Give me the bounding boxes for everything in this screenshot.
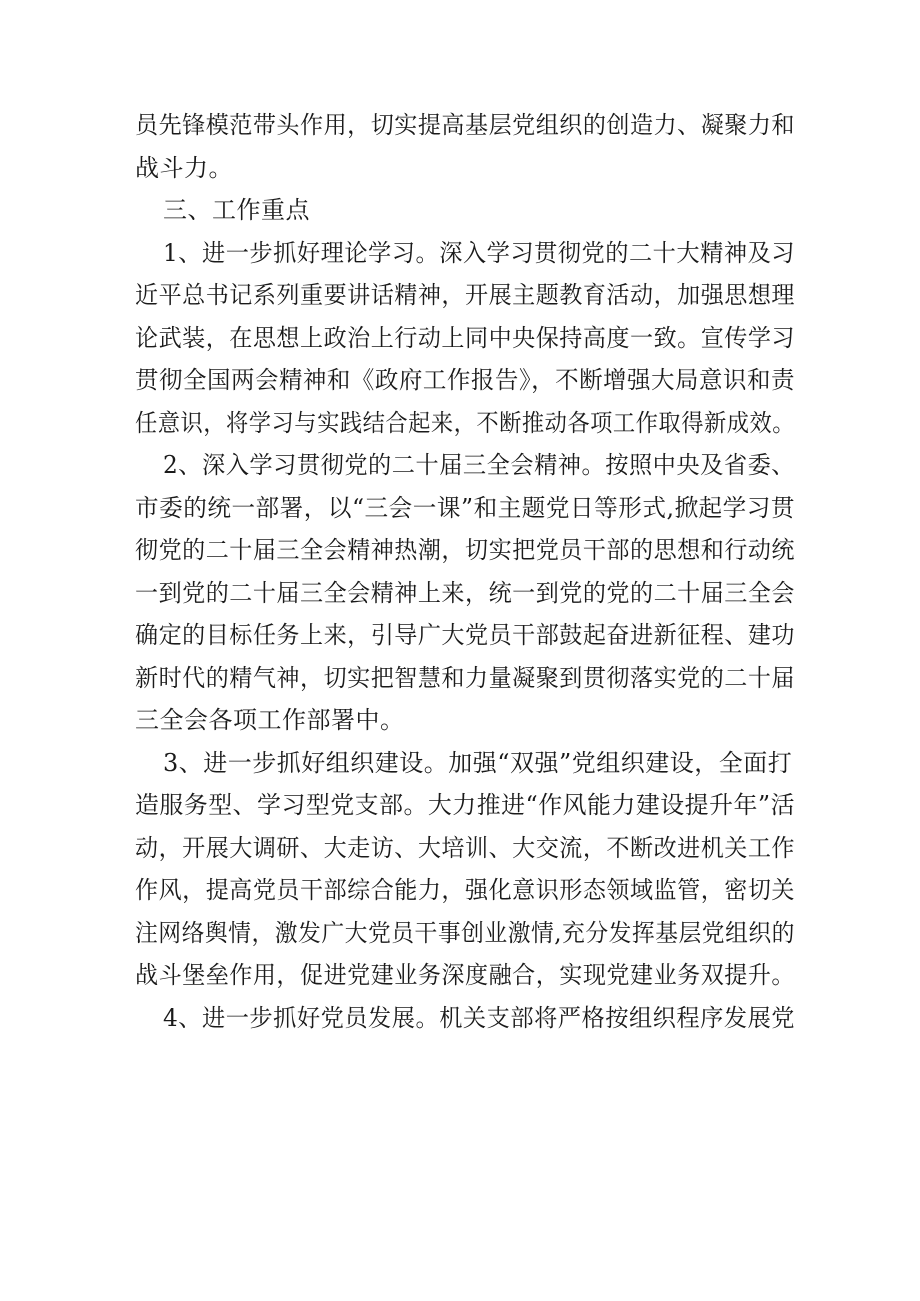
text-line: 新时代的精气神，切实把智慧和力量凝聚到贯彻落实党的二十届 (135, 663, 796, 692)
text-line: 员先锋模范带头作用，切实提高基层党组织的创造力、凝聚力和 (135, 111, 796, 139)
text-line: 造服务型、学习型党支部。大力推进“作风能力建设提升年”活 (135, 791, 796, 819)
text-line: 任意识，将学习与实践结合起来，不断推动各项工作取得新成效。 (135, 408, 795, 437)
section-heading: 三、工作重点 (163, 196, 310, 224)
text-line: 战斗堡垒作用，促进党建业务深度融合，实现党建业务双提升。 (135, 961, 796, 989)
text-line: 确定的目标任务上来，引导广大党员干部鼓起奋进新征程、建功 (135, 621, 796, 649)
text-line: 彻党的二十届三全会精神热潮，切实把党员干部的思想和行动统 (135, 536, 796, 564)
text-line: 战斗力。 (135, 153, 233, 182)
paragraph-start-line: 1、进一步抓好理论学习。深入学习贯彻党的二十大精神及习 (163, 238, 796, 267)
text-line: 市委的统一部署，以“三会一课”和主题党日等形式,掀起学习贯 (135, 493, 796, 522)
text-line: 动，开展大调研、大走访、大培训、大交流，不断改进机关工作 (135, 833, 796, 862)
text-line: 近平总书记系列重要讲话精神，开展主题教育活动，加强思想理 (135, 281, 796, 309)
text-line: 注网络舆情，激发广大党员干事创业激情,充分发挥基层党组织的 (135, 918, 795, 947)
text-line: 论武装，在思想上政治上行动上同中央保持高度一致。宣传学习 (135, 323, 796, 352)
text-line: 作风，提高党员干部综合能力，强化意识形态领域监管，密切关 (135, 876, 796, 904)
text-line: 一到党的二十届三全会精神上来，统一到党的党的二十届三全会 (135, 578, 796, 607)
paragraph-start-line: 2、深入学习贯彻党的二十届三全会精神。按照中央及省委、 (163, 451, 796, 479)
paragraph-start-line: 3、进一步抓好组织建设。加强“双强”党组织建设，全面打 (163, 748, 793, 777)
paragraph-start-line: 4、进一步抓好党员发展。机关支部将严格按组织程序发展党 (163, 1003, 796, 1032)
text-line: 三全会各项工作部署中。 (135, 706, 405, 734)
text-line: 贯彻全国两会精神和《政府工作报告》，不断增强大局意识和责 (135, 366, 795, 394)
document-body (135, 104, 795, 1039)
